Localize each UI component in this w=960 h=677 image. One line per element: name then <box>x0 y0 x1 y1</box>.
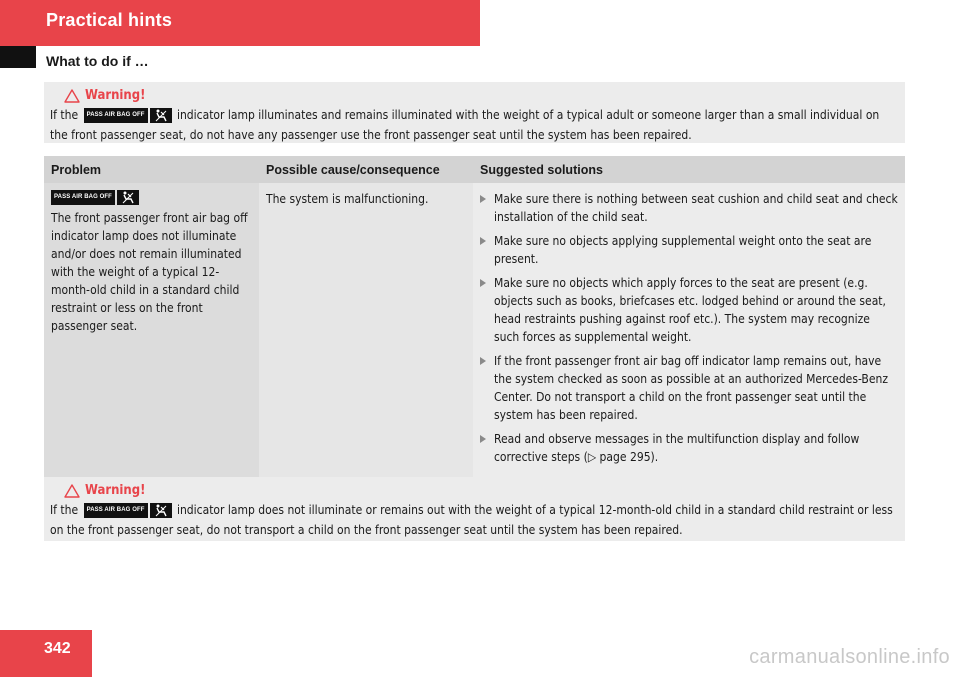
solutions-cell <box>473 183 905 477</box>
page-section-title: Practical hints <box>46 10 173 30</box>
solution-text: Read and observe messages in the multifunction display and follow corrective steps (▷ page 295). <box>494 432 860 464</box>
problem-text: The front passenger front air bag off indicator lamp does not illuminate and/or does not remain illuminated with the weight of a typical 12-month-old child in a standard child restraint or less on the front passenger seat. <box>51 211 248 333</box>
table-row <box>44 183 905 477</box>
arrow-bullet-icon <box>480 279 486 287</box>
list-item <box>480 352 898 424</box>
warning-title-text: Warning! <box>85 483 146 498</box>
page-number-box <box>0 630 92 677</box>
solution-text: Make sure no objects applying supplemental weight onto the seat are present. <box>494 234 872 266</box>
subheading: What to do if … <box>46 53 149 69</box>
header-cause: Possible cause/consequence <box>259 156 473 183</box>
warning-triangle-icon <box>64 89 80 103</box>
pass-air-bag-off-badge <box>84 503 172 518</box>
warning-title-text: Warning! <box>85 88 146 103</box>
warning-text <box>50 500 899 540</box>
arrow-bullet-icon <box>480 435 486 443</box>
warning-title <box>50 482 899 500</box>
pass-air-bag-off-badge <box>51 190 139 205</box>
badge-label: PASS AIR BAG OFF <box>84 108 148 123</box>
list-item <box>480 430 898 466</box>
warning-text-after: indicator lamp does not illuminate or remains out with the weight of a typical 12-month-old child in a standard child restraint or less on the front passenger seat, do not transport a child on the front passenger seat until the system has been repaired. <box>50 503 893 537</box>
pass-air-bag-off-badge <box>84 108 172 123</box>
solution-text: Make sure there is nothing between seat cushion and child seat and check installation of the child seat. <box>494 192 898 224</box>
problem-table <box>44 156 905 477</box>
arrow-bullet-icon <box>480 195 486 203</box>
seat-child-icon <box>150 503 172 518</box>
header-bar <box>0 0 480 46</box>
solution-text: If the front passenger front air bag off indicator lamp remains out, have the system checked as soon as possible at an authorized Mercedes-Benz Center. Do not transport a child on the front passenger seat until the system has been repaired. <box>494 354 888 422</box>
badge-label: PASS AIR BAG OFF <box>84 503 148 518</box>
warning-text-before: If the <box>50 108 79 122</box>
black-tab <box>0 46 36 68</box>
seat-child-icon <box>117 190 139 205</box>
warning-box-1 <box>44 82 905 143</box>
list-item <box>480 232 898 268</box>
warning-triangle-icon <box>64 484 80 498</box>
solution-text: Make sure no objects which apply forces to the seat are present (e.g. objects such as books, briefcases etc. lodged behind or around the seat, head restraints pushing against roof etc.). The system may recognize such forces as supplemental weight. <box>494 276 886 344</box>
table-header-row <box>44 156 905 183</box>
header-problem: Problem <box>44 156 259 183</box>
list-item <box>480 190 898 226</box>
problem-cell <box>44 183 259 477</box>
cause-text: The system is malfunctioning. <box>266 192 429 206</box>
warning-text-after: indicator lamp illuminates and remains illuminated with the weight of a typical adult or someone larger than a small individual on the front passenger seat, do not have any passenger use the front passenger seat until the system has been repaired. <box>50 108 880 142</box>
warning-text-before: If the <box>50 503 79 517</box>
solutions-list <box>480 190 898 466</box>
seat-child-icon <box>150 108 172 123</box>
cause-cell <box>259 183 473 477</box>
list-item <box>480 274 898 346</box>
warning-title <box>50 87 899 105</box>
arrow-bullet-icon <box>480 237 486 245</box>
watermark: carmanualsonline.info <box>749 646 950 668</box>
page-number: 342 <box>44 640 71 657</box>
header-solutions: Suggested solutions <box>473 156 905 183</box>
warning-box-2 <box>44 477 905 541</box>
warning-text <box>50 105 899 145</box>
arrow-bullet-icon <box>480 357 486 365</box>
badge-label: PASS AIR BAG OFF <box>51 190 115 205</box>
